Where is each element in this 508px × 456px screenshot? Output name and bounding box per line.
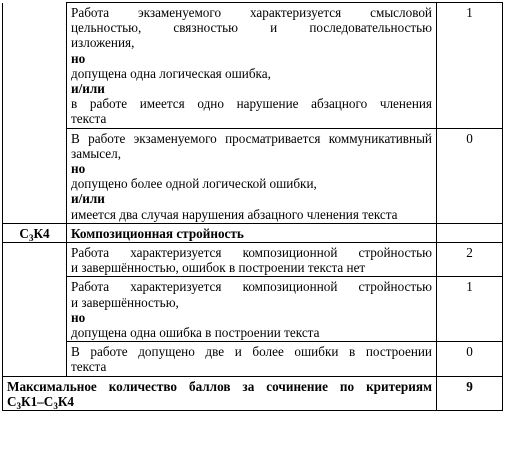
criterion-description (67, 128, 437, 223)
description-line: текста (71, 111, 107, 127)
description-line: изложения, (71, 35, 135, 51)
criteria-table (2, 2, 503, 411)
code-cell-empty (3, 277, 67, 342)
description-line: В работе экзаменуемого просматривается коммуникативный (71, 130, 432, 146)
total-label (3, 376, 437, 410)
criterion-code-letter: С (7, 393, 17, 409)
conjunction-label: и/или (71, 191, 105, 207)
score-cell: 0 (437, 128, 503, 223)
description-line: в работе имеется одно нарушение абзацного членения (71, 96, 432, 112)
criterion-code-tail: К1–С (21, 393, 54, 409)
score-cell-empty (437, 223, 503, 242)
code-cell-empty (3, 3, 67, 129)
criterion-description (67, 277, 437, 342)
score-cell: 2 (437, 243, 503, 277)
total-row (3, 376, 503, 410)
description-line: цельностью, связностью и последовательностью (71, 20, 432, 36)
code-cell-empty (3, 342, 67, 376)
conjunction-label: но (71, 50, 86, 66)
description-line: допущено более одной логической ошибки, (71, 176, 317, 192)
code-cell-empty (3, 243, 67, 277)
description-line: и завершённостью, (71, 294, 179, 310)
score-cell: 1 (437, 277, 503, 342)
code-cell-empty (3, 128, 67, 223)
table-row (3, 342, 503, 376)
criterion-description (67, 243, 437, 277)
criterion-description (67, 342, 437, 376)
score-cell: 1 (437, 3, 503, 129)
criterion-description (67, 3, 437, 129)
conjunction-label: но (71, 309, 86, 325)
description-line: замысел, (71, 145, 122, 161)
description-line: допущена одна логическая ошибка, (71, 65, 271, 81)
description-line: Работа характеризуется композиционной стройностью (71, 279, 432, 295)
total-label-line (7, 394, 432, 409)
table-row (3, 128, 503, 223)
criterion-header-row (3, 223, 503, 242)
conjunction-label: и/или (71, 81, 105, 97)
criterion-code-subscript: 3 (28, 232, 34, 243)
description-line: текста (71, 359, 107, 375)
description-line: имеется два случая нарушения абзацного членения текста (71, 206, 398, 222)
description-line: Работа экзаменуемого характеризуется смысловой (71, 5, 432, 20)
table-row (3, 277, 503, 342)
description-line: допущена одна ошибка в построении текста (71, 325, 320, 341)
description-line: Работа характеризуется композиционной стройностью (71, 245, 432, 261)
criterion-code-letter: С (19, 225, 29, 241)
score-cell: 0 (437, 342, 503, 376)
total-score: 9 (437, 376, 503, 410)
table-row (3, 3, 503, 129)
description-line: В работе допущено две и более ошибки в построении (71, 344, 432, 360)
total-label-line: Максимальное количество баллов за сочинение по критериям (7, 378, 432, 394)
criterion-code-tail: К4 (33, 225, 50, 241)
table-row (3, 243, 503, 277)
criterion-code-tail: К4 (57, 393, 74, 409)
criterion-code-subscript: 3 (53, 400, 58, 411)
conjunction-label: но (71, 161, 86, 177)
criterion-code (3, 223, 67, 242)
criterion-code-subscript: 3 (16, 400, 22, 411)
criterion-title: Композиционная стройность (67, 223, 437, 242)
description-line: и завершённостью, ошибок в построении текста нет (71, 260, 366, 276)
